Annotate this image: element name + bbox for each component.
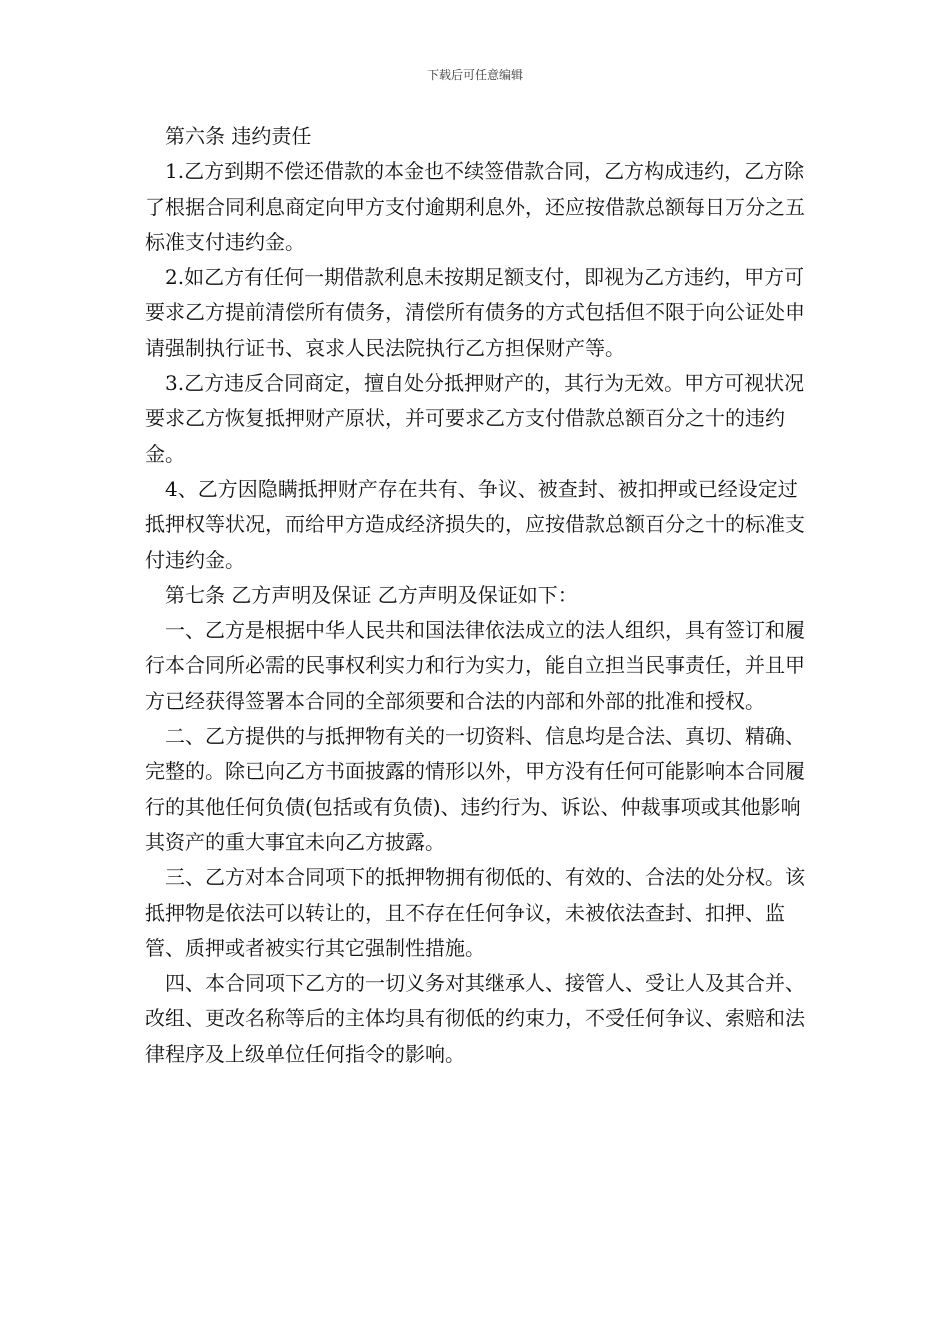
article-7-title: 第七条 乙方声明及保证 乙方声明及保证如下： (165, 582, 578, 607)
article-6-item-4: 4、乙方因隐瞒抵押财产存在共有、争议、被查封、被扣押或已经设定过抵押权等状况，而给甲方造成经济损失的，应按借款总额百分之十的标准支付违约金。 (145, 476, 805, 572)
article-6-item-2: 2.如乙方有任何一期借款利息未按期足额支付，即视为乙方违约，甲方可要求乙方提前清偿所有债务，清偿所有债务的方式包括但不限于向公证处申请强制执行证书、哀求人民法院执行乙方担保财产等。 (145, 265, 805, 360)
page-header-note: 下载后可任意编辑 (426, 68, 523, 82)
document-body (145, 119, 810, 1072)
article-7-item-4: 四、本合同项下乙方的一切义务对其继承人、接管人、受让人及其合并、改组、更改名称等后的主体均具有彻低的约束力，不受任何争议、索赔和法律程序及上级单位任何指令的影响。 (145, 971, 805, 1066)
article-7-item-2: 二、乙方提供的与抵押物有关的一切资料、信息均是合法、真切、精确、完整的。除已向乙方书面披露的情形以外，甲方没有任何可能影响本合同履行的其他任何负债(包括或有负债)、违约行为、诉讼、仲裁事项或其他影响其资产的重大事宜未向乙方披露。 (145, 724, 805, 854)
article-7-item-1: 一、乙方是根据中华人民共和国法律依法成立的法人组织，具有签订和履行本合同所必需的民事权利实力和行为实力，能自立担当民事责任，并且甲方已经获得签署本合同的全部须要和合法的内部和外部的批准和授权。 (145, 618, 805, 713)
article-6-item-3: 3.乙方违反合同商定，擅自处分抵押财产的，其行为无效。甲方可视状况要求乙方恢复抵押财产原状，并可要求乙方支付借款总额百分之十的违约金。 (145, 371, 805, 466)
article-7-item-3: 三、乙方对本合同项下的抵押物拥有彻低的、有效的、合法的处分权。该抵押物是依法可以转让的，且不存在任何争议，未被依法查封、扣押、监管、质押或者被实行其它强制性措施。 (145, 865, 805, 960)
article-6-title: 第六条 违约责任 (165, 124, 312, 148)
article-6-item-1: 1.乙方到期不偿还借款的本金也不续签借款合同，乙方构成违约，乙方除了根据合同利息商定向甲方支付逾期利息外，还应按借款总额每日万分之五标准支付违约金。 (145, 159, 805, 254)
